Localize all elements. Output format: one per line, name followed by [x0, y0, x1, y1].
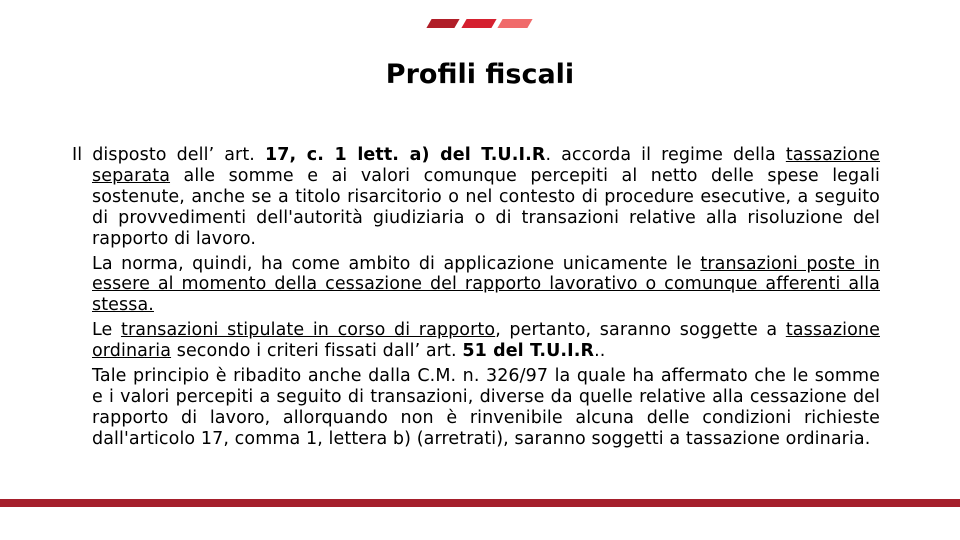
logo-bar-dark	[426, 19, 459, 28]
p3-text-3: secondo i criteri fissati dall’ art.	[171, 341, 463, 362]
p3-underlined-2: tassazione ordinaria	[92, 320, 880, 362]
body-text	[72, 145, 880, 450]
p1-text-1: Il disposto dell’ art.	[72, 145, 265, 165]
p1-underlined-term: tassazione separata	[92, 145, 881, 186]
p3-text-2: , pertanto, saranno soggette a	[495, 320, 786, 341]
p2-underlined-text: transazioni poste in essere al momento della cessazione del rapporto lavorativo o comunque afferenti alla stessa.	[92, 253, 880, 316]
paragraph-tuir-art-17	[72, 145, 880, 250]
p1-text-3: alle somme e ai valori comunque percepiti al netto delle spese legali sostenute, anche se a titolo risarcitorio o nel contesto di procedure esecutive, a seguito di provvedimenti dell'autorità giudiziaria o di transazioni relative alla risoluzione del rapporto di lavoro.	[92, 165, 880, 249]
paragraph-transazioni	[72, 320, 880, 362]
p1-bold-article: 17, c. 1 lett. a) del T.U.I.R	[264, 145, 546, 165]
bottom-rule	[0, 499, 960, 507]
logo-bar-light	[497, 19, 532, 28]
p2-text-1: La norma, quindi, ha come ambito di applicazione unicamente le	[92, 253, 701, 274]
p1-text-2: . accorda il regime della	[545, 145, 786, 165]
paragraph-circolare	[72, 366, 880, 450]
logo-bars	[424, 19, 536, 31]
page-title: Profili fiscali	[385, 59, 575, 90]
p3-text-1: Le	[92, 320, 121, 341]
paragraph-ambito	[72, 254, 880, 317]
p3-underlined-1: transazioni stipulate in corso di rapporto	[121, 320, 496, 341]
p3-bold-article: 51 del T.U.I.R	[462, 341, 595, 362]
logo-bar-mid	[461, 19, 496, 28]
p4-text: Tale principio è ribadito anche dalla C.M. n. 326/97 la quale ha affermato che le somme e i valori percepiti a seguito di transazioni, diverse da quelle relative alla cessazione del rapporto di lavoro, allorquando non è rinvenibile alcuna delle condizioni richieste dall'articolo 17, comma 1, lettera b) (arretrati), saranno soggetti a tassazione ordinaria.	[92, 366, 880, 449]
p3-text-4: ..	[594, 341, 606, 362]
